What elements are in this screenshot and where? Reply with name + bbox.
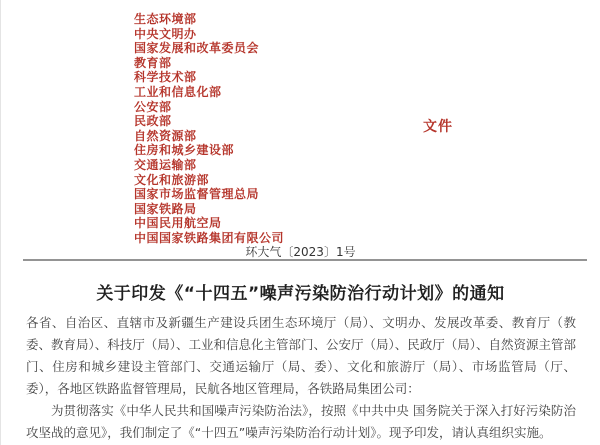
letterhead-agency-line: 生态环境部 (134, 12, 197, 26)
letterhead-agency-line: 中央文明办 (134, 26, 197, 41)
letterhead-agency-line: 公安部 (134, 99, 172, 114)
letterhead-agency-list (134, 12, 284, 246)
letterhead-agency-line: 教育部 (134, 55, 172, 70)
body-paragraph-main: 为贯彻落实《中华人民共和国噪声污染防治法》，按照《中共中央 国务院关于深入打好污染防治攻坚战的意见》，我们制定了《“十四五”噪声污染防治行动计划》。现予印发，请认真组织实施。 (26, 403, 576, 440)
letterhead-agency-line: 工业和信息化部 (134, 84, 222, 99)
doc-number: 环大气〔2023〕1号 (245, 245, 356, 259)
letterhead-agency-line: 文化和旅游部 (134, 172, 210, 187)
letterhead-agency-line: 住房和城乡建设部 (134, 143, 235, 158)
document-body (26, 312, 576, 444)
letterhead-agency-line: 国家铁路局 (134, 201, 197, 216)
letterhead-agency-line: 自然资源部 (134, 128, 197, 143)
document-title: 关于印发《“十四五”噪声污染防治行动计划》的通知 (96, 284, 505, 304)
letterhead-file-label: 文件 (423, 119, 453, 135)
letterhead-agency-line: 交通运输部 (134, 157, 197, 172)
letterhead-agency-line: 中国国家铁路集团有限公司 (134, 230, 285, 245)
letterhead-agency-line: 国家市场监督管理总局 (134, 187, 260, 202)
letterhead-agency-line: 国家发展和改革委员会 (134, 41, 260, 56)
letterhead-agency-line: 科学技术部 (134, 70, 197, 85)
letterhead-agency-line: 中国民用航空局 (134, 216, 222, 231)
body-paragraph-recipients: 各省、自治区、直辖市及新疆生产建设兵团生态环境厅（局）、文明办、发展改革委、教育厅（教委、教育局）、科技厅（局）、工业和信息化主管部门、公安厅（局）、民政厅（局）、自然资源主管部门、住房和城乡建设主管部门、交通运输厅（局、委）、文化和旅游厅（局）、市场监管局（厅、委），各地区铁路监督管理局，民航各地区管理局，各铁路局集团公司： (26, 315, 577, 396)
letterhead-agency-line: 民政部 (134, 114, 172, 129)
letterhead-separator-line (23, 259, 587, 261)
